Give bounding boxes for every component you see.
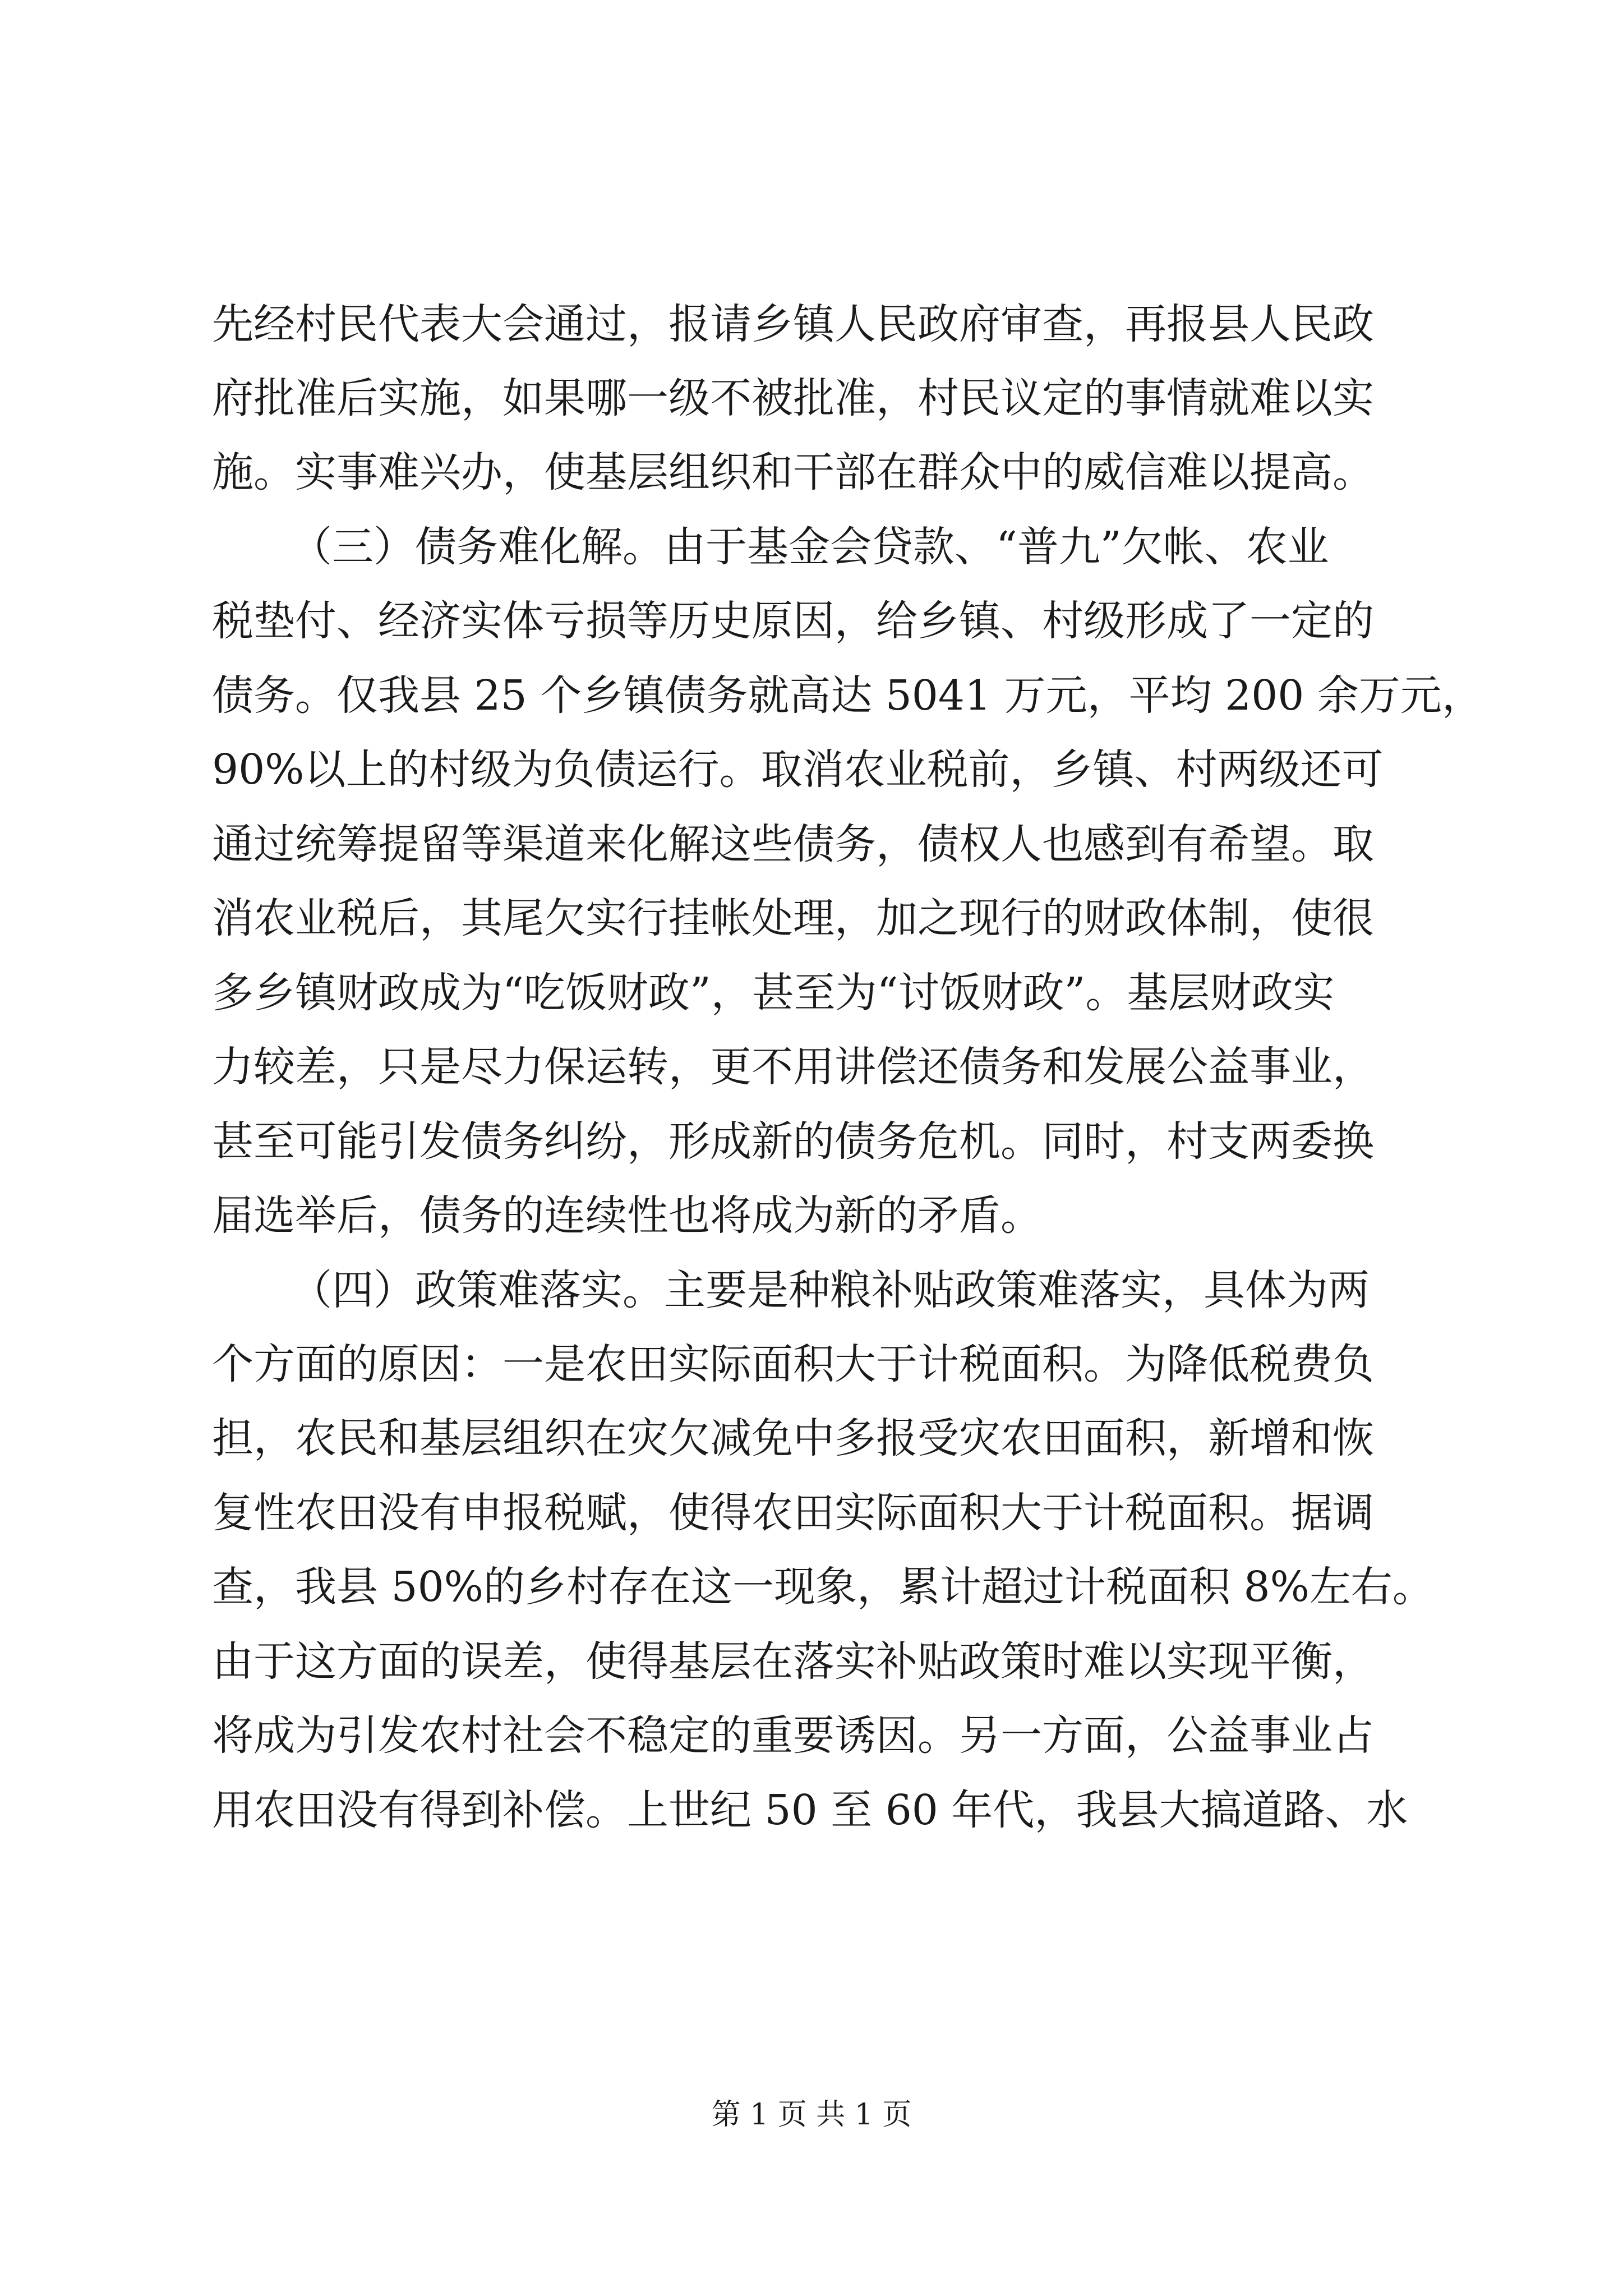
text-line: 施。实事难兴办，使基层组织和干部在群众中的威信难以提高。 — [212, 448, 1374, 496]
text-line: 消农业税后，其尾欠实行挂帐处理，加之现行的财政体制，使很 — [212, 894, 1374, 942]
page-footer: 第 1 页 共 1 页 — [711, 2098, 912, 2132]
text-line: 复性农田没有申报税赋，使得农田实际面积大于计税面积。据调 — [212, 1489, 1374, 1537]
text-line: 由于这方面的误差，使得基层在落实补贴政策时难以实现平衡， — [212, 1637, 1374, 1686]
text-line: 先经村民代表大会通过，报请乡镇人民政府审查，再报县人民政 — [212, 300, 1374, 348]
text-line: 查，我县 50%的乡村存在这一现象，累计超过计税面积 8%左右。 — [212, 1563, 1434, 1611]
text-line: 债务。仅我县 25 个乡镇债务就高达 5041 万元，平均 200 余万元， — [212, 671, 1483, 720]
paragraph-heading-3: （三）债务难化解。由于基金会贷款、“普九”欠帐、农业 — [291, 523, 1329, 571]
text-line: 将成为引发农村社会不稳定的重要诱因。另一方面，公益事业占 — [212, 1711, 1374, 1760]
text-line: 用农田没有得到补偿。上世纪 50 至 60 年代，我县大搞道路、水 — [212, 1786, 1408, 1834]
paragraph-heading-4: （四）政策难落实。主要是种粮补贴政策难落实，具体为两 — [291, 1266, 1370, 1314]
text-line: 府批准后实施，如果哪一级不被批准，村民议定的事情就难以实 — [212, 374, 1374, 422]
text-line: 力较差，只是尽力保运转，更不用讲偿还债务和发展公益事业， — [212, 1043, 1374, 1091]
text-line: 通过统筹提留等渠道来化解这些债务，债权人也感到有希望。取 — [212, 820, 1374, 868]
text-line: 甚至可能引发债务纠纷，形成新的债务危机。同时，村支两委换 — [212, 1117, 1374, 1166]
text-line: 多乡镇财政成为“吃饭财政”，甚至为“讨饭财政”。基层财政实 — [212, 969, 1335, 1017]
text-line: 担，农民和基层组织在灾欠减免中多报受灾农田面积，新增和恢 — [212, 1414, 1374, 1462]
text-line: 税垫付、经济实体亏损等历史原因，给乡镇、村级形成了一定的 — [212, 597, 1374, 645]
text-line: 90%以上的村级为负债运行。取消农业税前，乡镇、村两级还可 — [212, 746, 1384, 794]
text-line: 届选举后，债务的连续性也将成为新的矛盾。 — [212, 1191, 1042, 1240]
text-line: 个方面的原因：一是农田实际面积大于计税面积。为降低税费负 — [212, 1340, 1374, 1388]
